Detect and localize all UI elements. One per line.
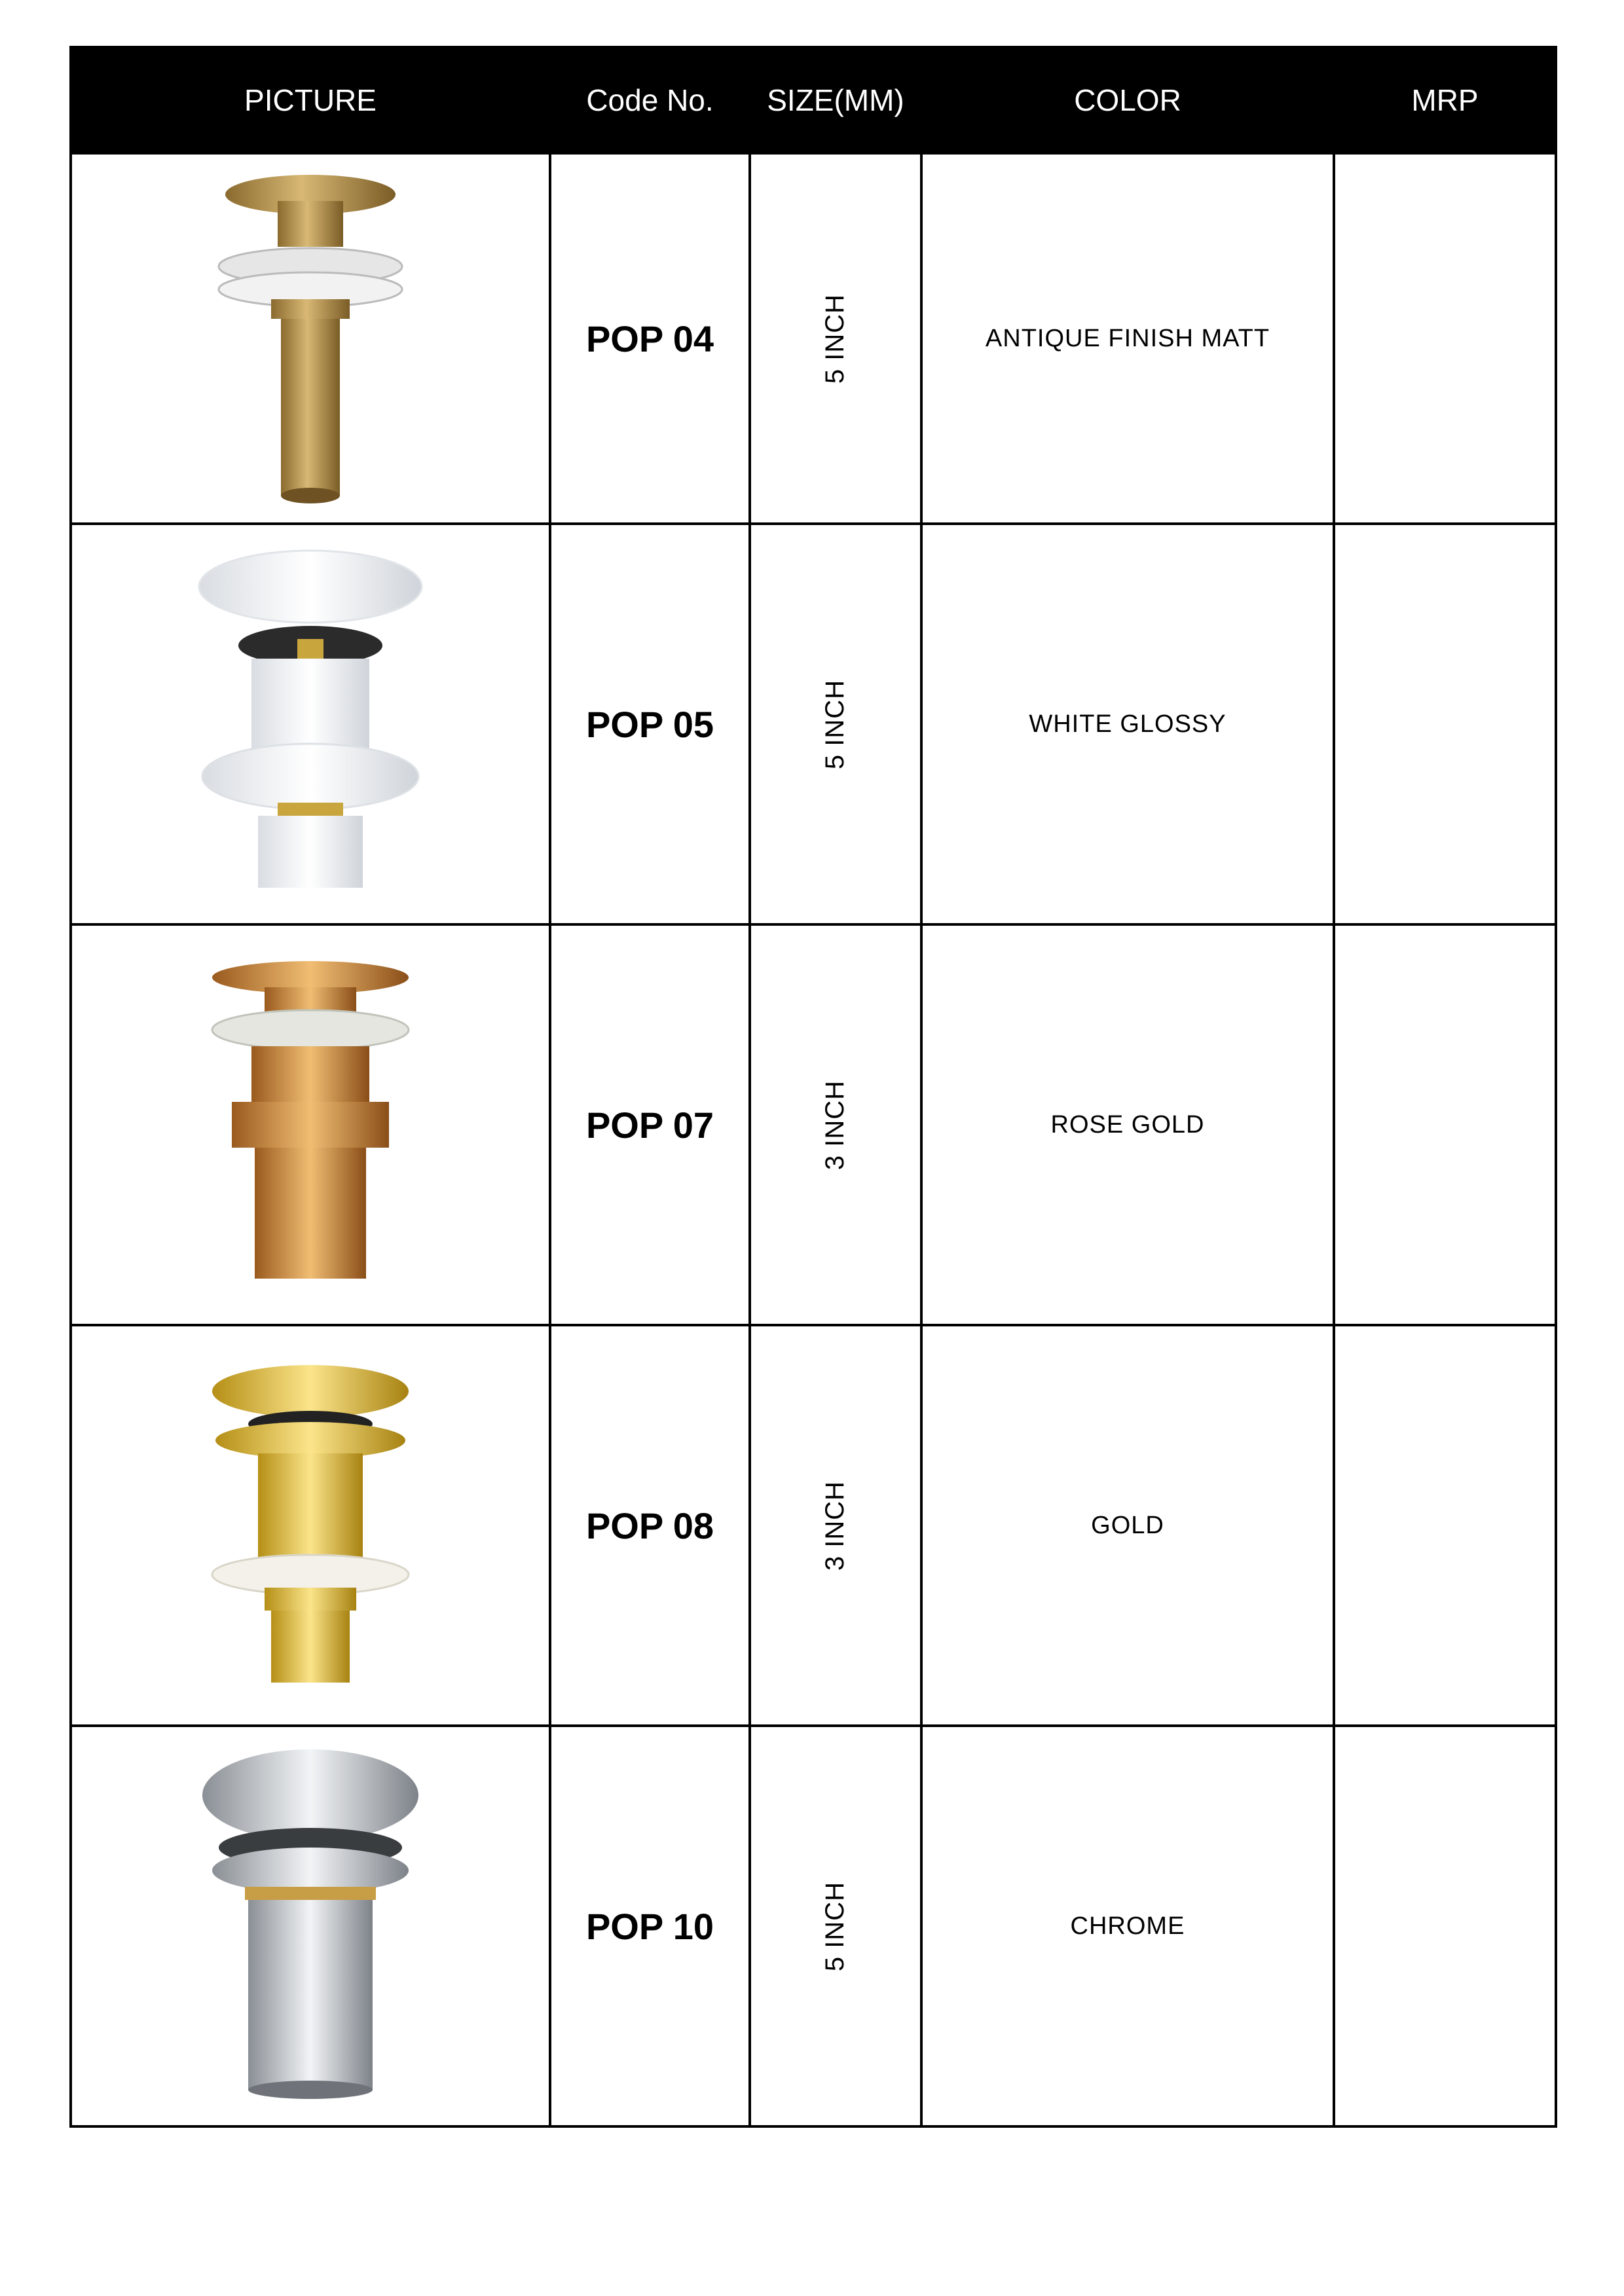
header-size: SIZE(MM) xyxy=(750,47,921,153)
product-mrp xyxy=(1334,1325,1556,1726)
header-code: Code No. xyxy=(550,47,750,153)
size-cell xyxy=(750,1325,921,1726)
rose-gold-pop-up-waste-icon xyxy=(206,961,415,1288)
table-row xyxy=(71,1726,1556,2126)
size-cell xyxy=(750,1726,921,2126)
product-color: ROSE GOLD xyxy=(921,924,1334,1325)
table-row xyxy=(71,153,1556,524)
table-row xyxy=(71,1325,1556,1726)
product-color: WHITE GLOSSY xyxy=(921,524,1334,924)
picture-cell xyxy=(71,524,550,924)
product-mrp xyxy=(1334,924,1556,1325)
size-cell xyxy=(750,153,921,524)
chrome-pop-up-waste-icon xyxy=(199,1749,422,2103)
header-picture: PICTURE xyxy=(71,47,550,153)
table-row xyxy=(71,924,1556,1325)
picture-cell xyxy=(71,924,550,1325)
picture-cell xyxy=(71,1325,550,1726)
white-pop-up-waste-icon xyxy=(186,547,435,901)
product-code: POP 07 xyxy=(550,924,750,1325)
product-color: CHROME xyxy=(921,1726,1334,2126)
product-size: 5 INCH xyxy=(821,293,850,384)
header-row xyxy=(71,47,1556,153)
product-table xyxy=(69,46,1557,2128)
product-code: POP 05 xyxy=(550,524,750,924)
size-cell xyxy=(750,524,921,924)
picture-cell xyxy=(71,1726,550,2126)
table-row xyxy=(71,524,1556,924)
gold-pop-up-waste-icon xyxy=(206,1362,415,1689)
size-cell xyxy=(750,924,921,1325)
header-mrp: MRP xyxy=(1334,47,1556,153)
product-color: GOLD xyxy=(921,1325,1334,1726)
product-mrp xyxy=(1334,1726,1556,2126)
header-color: COLOR xyxy=(921,47,1334,153)
product-size: 5 INCH xyxy=(821,679,850,769)
product-color: ANTIQUE FINISH MATT xyxy=(921,153,1334,524)
product-mrp xyxy=(1334,524,1556,924)
product-size: 3 INCH xyxy=(821,1080,850,1170)
picture-cell xyxy=(71,153,550,524)
antique-pop-up-waste-icon xyxy=(212,168,409,509)
product-code: POP 04 xyxy=(550,153,750,524)
product-size: 5 INCH xyxy=(821,1881,850,1971)
product-code: POP 08 xyxy=(550,1325,750,1726)
product-code: POP 10 xyxy=(550,1726,750,2126)
product-size: 3 INCH xyxy=(821,1480,850,1571)
product-mrp xyxy=(1334,153,1556,524)
